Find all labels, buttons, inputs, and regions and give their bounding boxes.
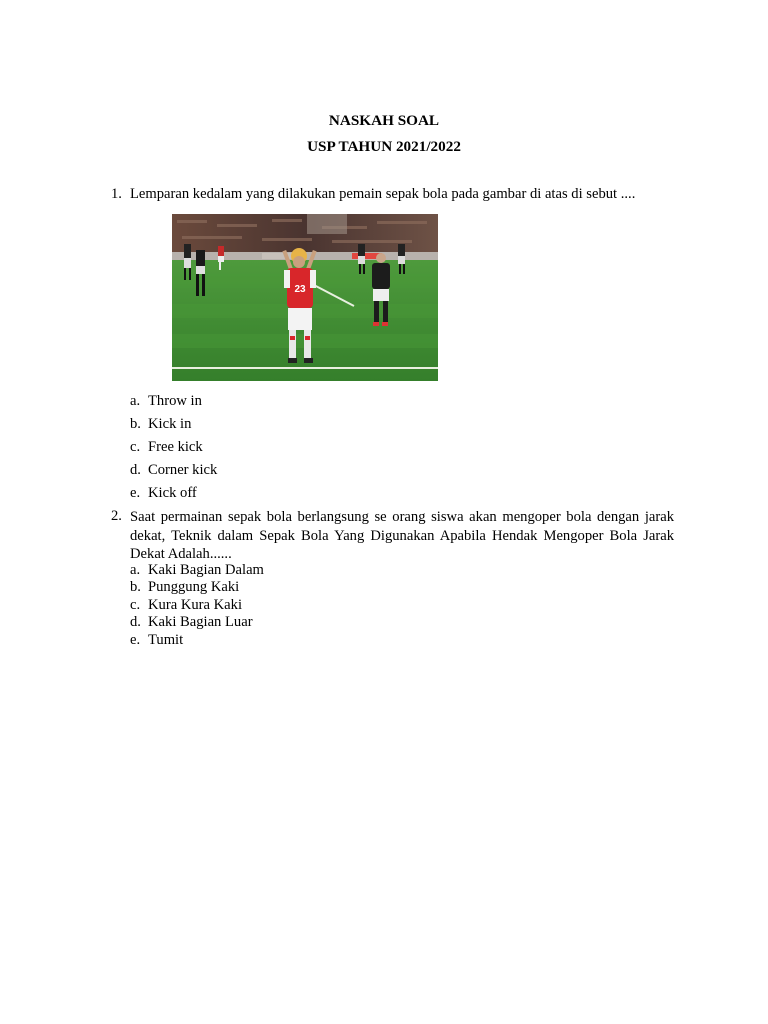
option-letter: a.: [130, 562, 141, 578]
option-d: [130, 462, 217, 480]
question-text: Lemparan kedalam yang dilakukan pemain sepak bola pada gambar di atas di sebut ....: [130, 186, 636, 202]
option-c: [130, 439, 203, 457]
option-text: Free kick: [148, 439, 203, 455]
option-text: Kaki Bagian Luar: [148, 614, 253, 630]
option-letter: b.: [130, 416, 141, 432]
page-subtitle: USP TAHUN 2021/2022: [307, 138, 461, 155]
option-letter: e.: [130, 632, 141, 648]
option-letter: d.: [130, 462, 141, 478]
option-b: [130, 416, 191, 434]
option-text: Punggung Kaki: [148, 579, 240, 595]
question-number: 1.: [111, 186, 122, 202]
page-title: NASKAH SOAL: [328, 112, 440, 129]
question-text: Saat permainan sepak bola berlangsung se orang siswa akan mengoper bola dengan jarak dekat, Teknik dalam Sepak Bola Yang Digunakan Apabila Hendak Mengoper Bola Jarak Dekat Adalah......: [130, 509, 674, 562]
option-text: Kick in: [148, 416, 192, 432]
option-text: Kura Kura Kaki: [148, 597, 243, 613]
option-letter: d.: [130, 614, 141, 630]
option-letter: c.: [130, 597, 141, 613]
option-e: [130, 485, 197, 503]
option-letter: e.: [130, 485, 141, 501]
option-b: [130, 579, 239, 597]
option-text: Kick off: [148, 485, 197, 501]
option-d: [130, 614, 253, 632]
option-e: [130, 632, 183, 650]
option-c: [130, 597, 242, 615]
option-a: [130, 393, 202, 411]
question-number: 2.: [111, 508, 122, 524]
option-text: Corner kick: [148, 462, 218, 478]
option-letter: b.: [130, 579, 141, 595]
football-throw-in-photo: [172, 214, 438, 381]
jersey-number: 23: [294, 284, 306, 295]
option-text: Throw in: [148, 393, 202, 409]
option-text: Tumit: [148, 632, 184, 648]
option-letter: c.: [130, 439, 141, 455]
option-letter: a.: [130, 393, 141, 409]
option-a: [130, 562, 264, 580]
option-text: Kaki Bagian Dalam: [148, 562, 264, 578]
